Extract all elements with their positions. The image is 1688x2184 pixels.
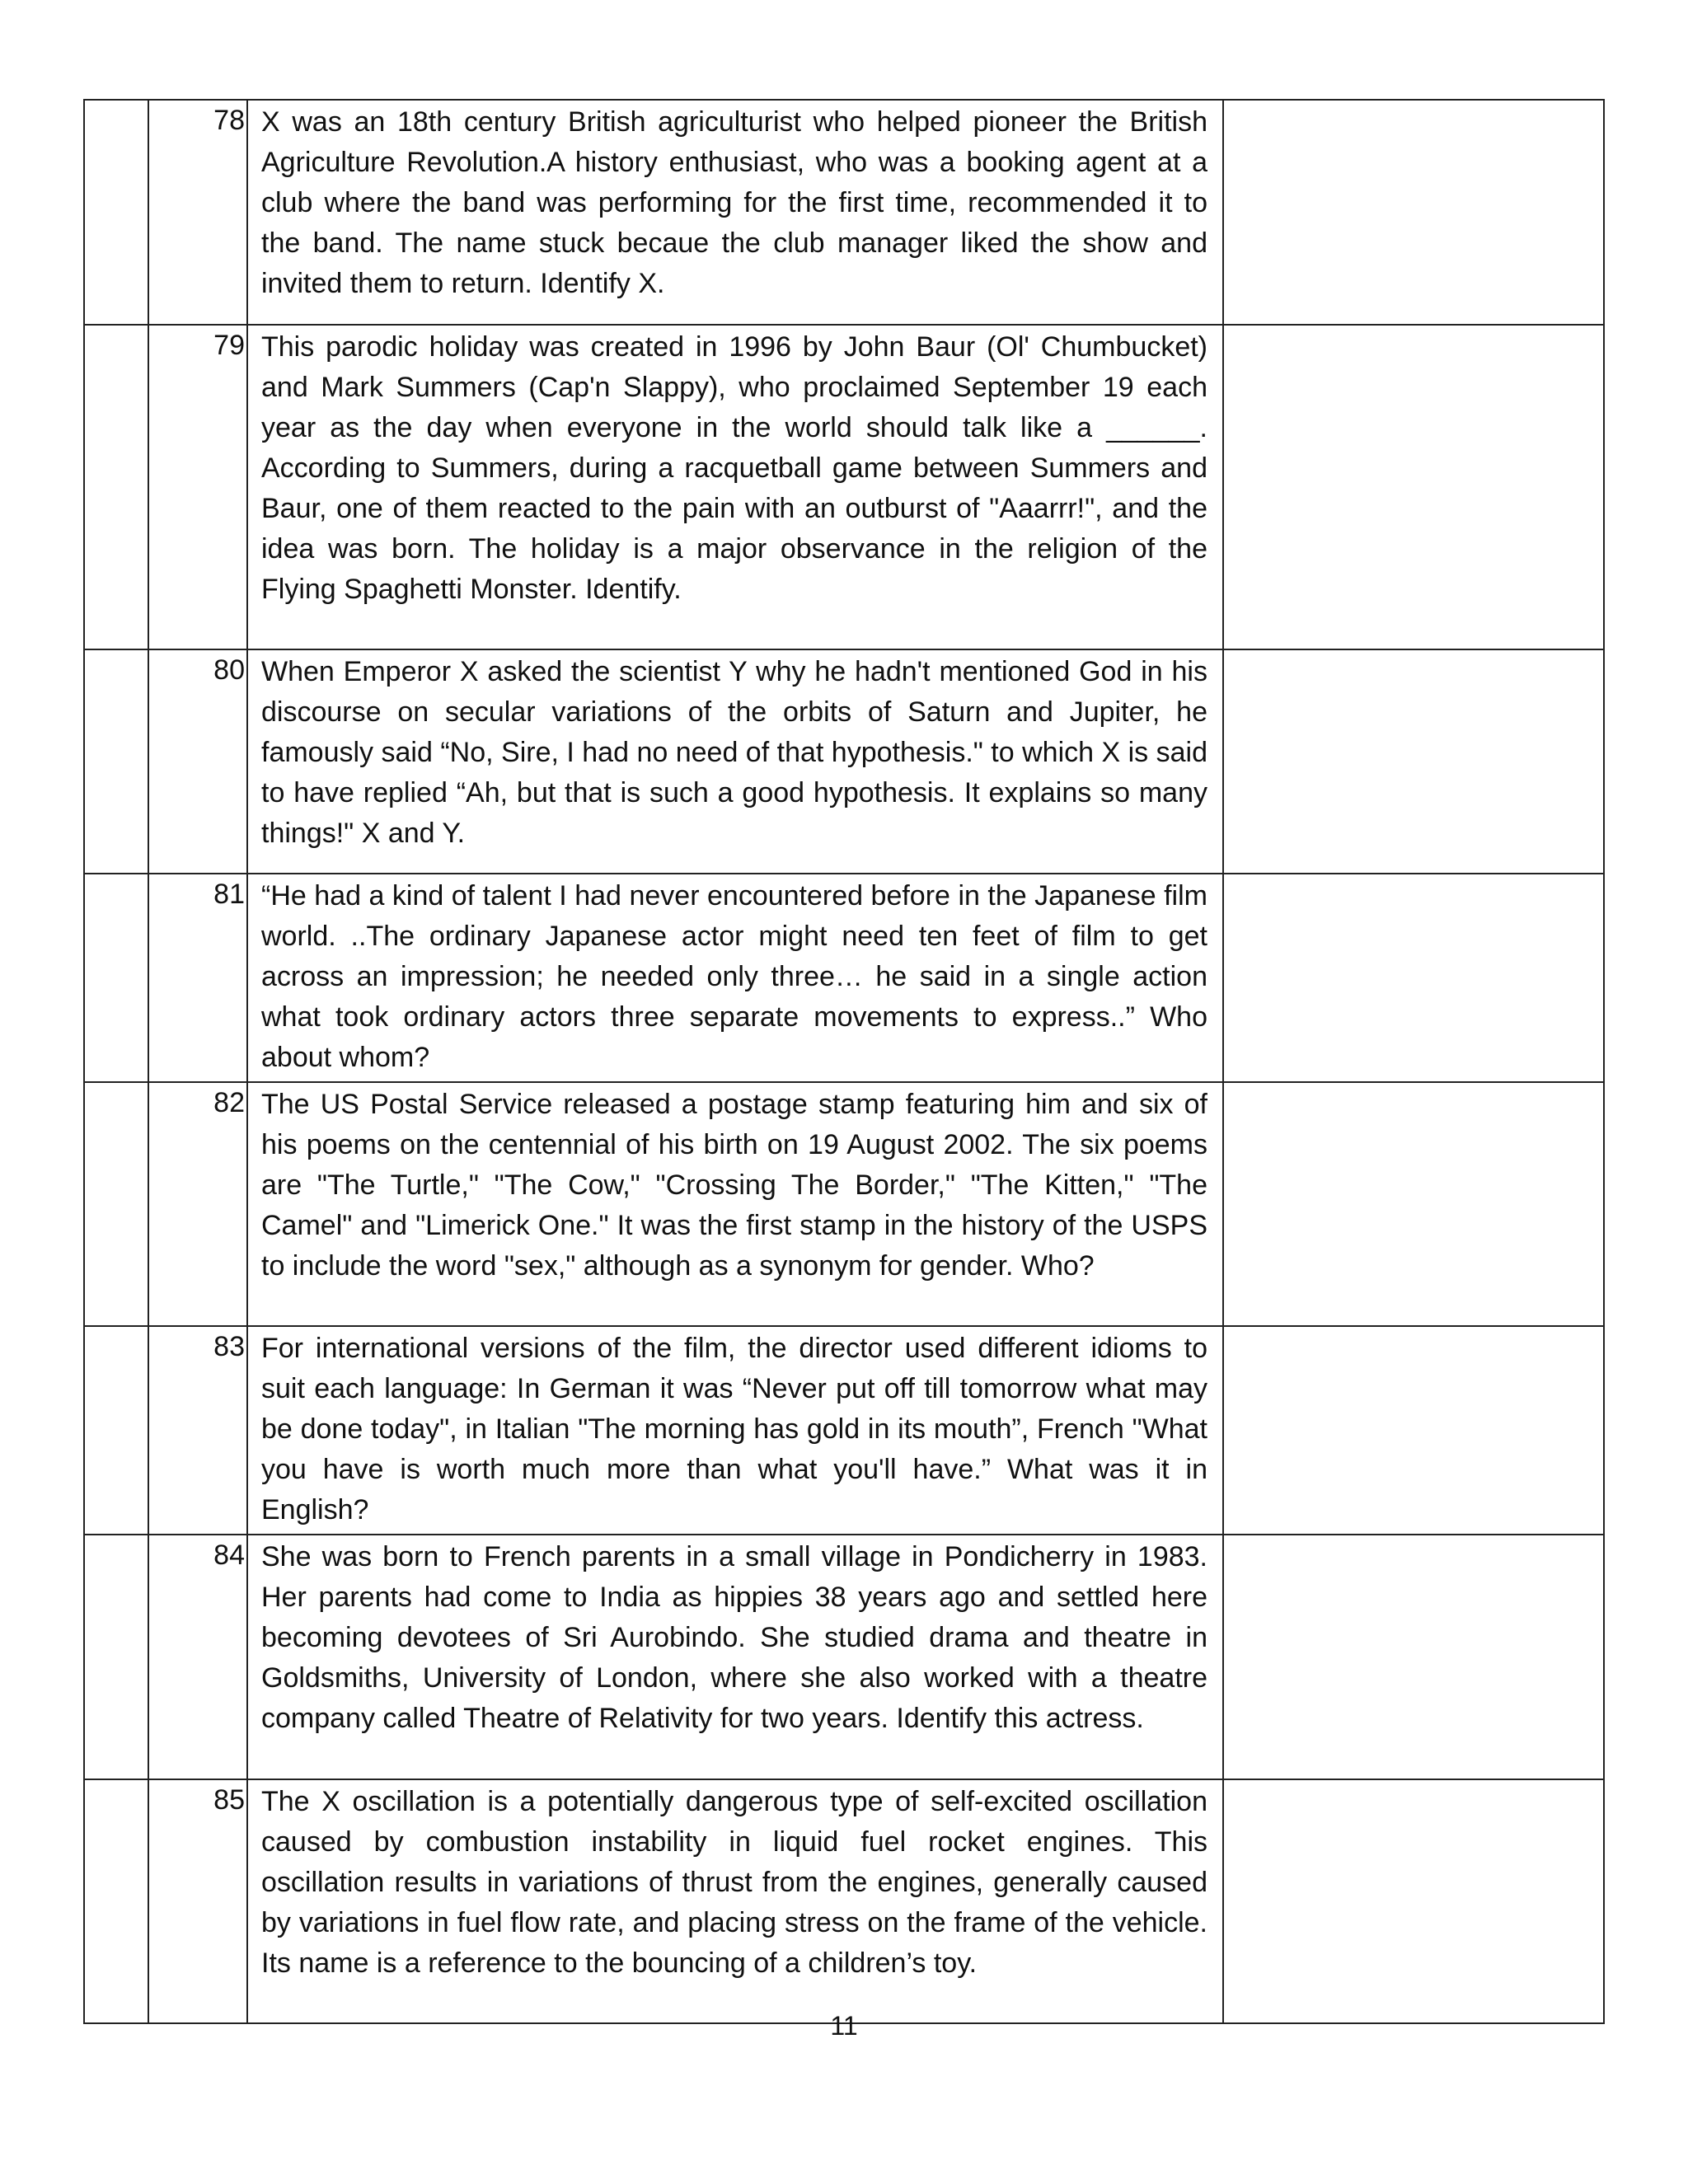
question-row-78: [84, 100, 1604, 325]
blank-cell: [84, 1082, 148, 1326]
question-row-84: [84, 1535, 1604, 1779]
question-row-81: [84, 874, 1604, 1082]
question-number: 83: [148, 1326, 247, 1535]
answer-cell[interactable]: [1223, 649, 1604, 874]
question-number: 78: [148, 100, 247, 325]
blank-cell: [84, 874, 148, 1082]
blank-cell: [84, 100, 148, 325]
question-row-79: [84, 325, 1604, 649]
question-text: “He had a kind of talent I had never encountered before in the Japanese film world. ..The ordinary Japanese actor might need ten feet of film to get across an impression; he needed only three… he said in a single action what took ordinary actors three separate movements to express..” Who about whom?: [261, 880, 1207, 1073]
question-text: When Emperor X asked the scientist Y why he hadn't mentioned God in his discourse on secular variations of the orbits of Saturn and Jupiter, he famously said “No, Sire, I had no need of that hypothesis." to which X is said to have replied “Ah, but that is such a good hypothesis. It explains so many things!" X and Y.: [261, 656, 1207, 849]
blank-cell: [84, 1535, 148, 1779]
blank-cell: [84, 325, 148, 649]
question-number: 79: [148, 325, 247, 649]
answer-cell[interactable]: [1223, 325, 1604, 649]
answer-cell[interactable]: [1223, 1326, 1604, 1535]
question-text: This parodic holiday was created in 1996 by John Baur (Ol' Chumbucket) and Mark Summers (Cap'n Slappy), who proclaimed September 19 each year as the day when everyone in the world should talk like a ______. According to Summers, during a racquetball game between Summers and Baur, one of them reacted to the pain with an outburst of "Aaarrr!", and the idea was born. The holiday is a major observance in the religion of the Flying Spaghetti Monster. Identify.: [261, 331, 1207, 605]
question-text: The X oscillation is a potentially dangerous type of self-excited oscillation caused by combustion instability in liquid fuel rocket engines. This oscillation results in variations of thrust from the engines, generally caused by variations in fuel flow rate, and placing stress on the frame of the vehicle. Its name is a reference to the bouncing of a children’s toy.: [261, 1786, 1207, 1979]
question-row-85: [84, 1779, 1604, 2023]
answer-cell[interactable]: [1223, 1779, 1604, 2023]
question-text-cell: [247, 100, 1223, 325]
question-text: She was born to French parents in a small village in Pondicherry in 1983. Her parents had come to India as hippies 38 years ago and settled here becoming devotees of Sri Aurobindo. She studied drama and theatre in Goldsmiths, University of London, where she also worked with a theatre company called Theatre of Relativity for two years. Identify this actress.: [261, 1541, 1207, 1734]
question-row-80: [84, 649, 1604, 874]
quiz-table: [83, 99, 1605, 2024]
answer-cell[interactable]: [1223, 100, 1604, 325]
question-text-cell: [247, 1779, 1223, 2023]
question-number: 80: [148, 649, 247, 874]
page-number: 11: [830, 2011, 858, 2041]
question-text-cell: [247, 874, 1223, 1082]
question-number: 85: [148, 1779, 247, 2023]
question-row-83: [84, 1326, 1604, 1535]
question-text-cell: [247, 1082, 1223, 1326]
question-text-cell: [247, 649, 1223, 874]
blank-cell: [84, 649, 148, 874]
question-number: 84: [148, 1535, 247, 1779]
blank-cell: [84, 1326, 148, 1535]
question-text: For international versions of the film, the director used different idioms to suit each language: In German it was “Never put off till tomorrow what may be done today", in Italian "The morning has gold in its mouth”, French "What you have is worth much more than what you'll have.” What was it in English?: [261, 1333, 1207, 1526]
answer-cell[interactable]: [1223, 1082, 1604, 1326]
question-text-cell: [247, 325, 1223, 649]
answer-cell[interactable]: [1223, 1535, 1604, 1779]
question-number: 82: [148, 1082, 247, 1326]
question-number: 81: [148, 874, 247, 1082]
question-text-cell: [247, 1535, 1223, 1779]
blank-cell: [84, 1779, 148, 2023]
question-text: The US Postal Service released a postage stamp featuring him and six of his poems on the centennial of his birth on 19 August 2002. The six poems are "The Turtle," "The Cow," "Crossing The Border," "The Kitten," "The Camel" and "Limerick One." It was the first stamp in the history of the USPS to include the word "sex," although as a synonym for gender. Who?: [261, 1089, 1207, 1282]
question-text-cell: [247, 1326, 1223, 1535]
question-row-82: [84, 1082, 1604, 1326]
question-text: X was an 18th century British agriculturist who helped pioneer the British Agriculture Revolution.A history enthusiast, who was a booking agent at a club where the band was performing for the first time, recommended it to the band. The name stuck becaue the club manager liked the show and invited them to return. Identify X.: [261, 106, 1207, 299]
answer-cell[interactable]: [1223, 874, 1604, 1082]
